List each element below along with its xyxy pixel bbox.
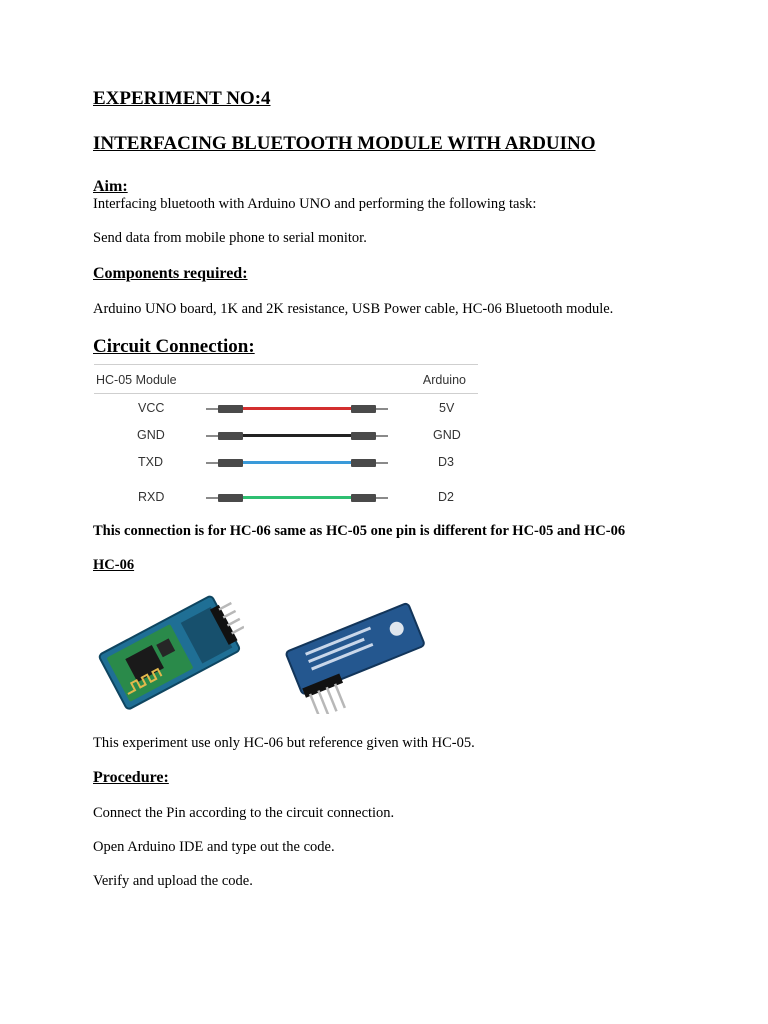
- wire-rxd-line: [243, 496, 351, 499]
- main-title: INTERFACING BLUETOOTH MODULE WITH ARDUINO: [93, 133, 596, 154]
- circuit-heading: Circuit Connection:: [93, 336, 255, 357]
- pin-label-txd: TXD: [138, 455, 163, 469]
- diagram-top-rule: [94, 364, 478, 365]
- procedure-step-3: Verify and upload the code.: [93, 873, 253, 889]
- experiment-title: EXPERIMENT NO:4: [93, 88, 271, 109]
- pin-label-rxd: RXD: [138, 490, 165, 504]
- pin-label-gnd: GND: [137, 428, 165, 442]
- wire-rxd: [218, 494, 376, 502]
- pin-label-d3: D3: [438, 455, 454, 469]
- wire-txd-line: [243, 461, 351, 464]
- reference-note: This experiment use only HC-06 but reference given with HC-05.: [93, 735, 475, 751]
- pin-label-d2: D2: [438, 490, 454, 504]
- aim-line-2: Send data from mobile phone to serial monitor.: [93, 230, 367, 246]
- wire-vcc-line: [243, 407, 351, 410]
- hc06-module-back-icon: [280, 596, 430, 714]
- hc06-module-front-icon: [94, 584, 244, 714]
- procedure-step-2: Open Arduino IDE and type out the code.: [93, 839, 335, 855]
- procedure-heading: Procedure:: [93, 769, 169, 786]
- pin-label-5v: 5V: [439, 401, 455, 415]
- components-heading: Components required:: [93, 265, 248, 282]
- aim-heading: Aim:: [93, 178, 128, 195]
- aim-line-1: Interfacing bluetooth with Arduino UNO and performing the following task:: [93, 196, 537, 212]
- wire-gnd: [218, 432, 376, 440]
- components-text: Arduino UNO board, 1K and 2K resistance, USB Power cable, HC-06 Bluetooth module.: [93, 301, 614, 317]
- pin-label-gnd-arduino: GND: [433, 428, 461, 442]
- procedure-step-1: Connect the Pin according to the circuit connection.: [93, 805, 395, 821]
- wire-txd: [218, 459, 376, 467]
- circuit-diagram: [94, 364, 480, 514]
- diagram-left-header: HC-05 Module: [96, 373, 177, 387]
- pin-label-vcc: VCC: [138, 401, 165, 415]
- connection-note: This connection is for HC-06 same as HC-05 one pin is different for HC-05 and HC-06: [93, 523, 626, 539]
- diagram-right-header: Arduino: [422, 373, 466, 387]
- hc06-label: HC-06: [93, 557, 135, 573]
- wire-gnd-line: [243, 434, 351, 437]
- diagram-header-rule: [94, 393, 478, 394]
- wire-vcc: [218, 405, 376, 413]
